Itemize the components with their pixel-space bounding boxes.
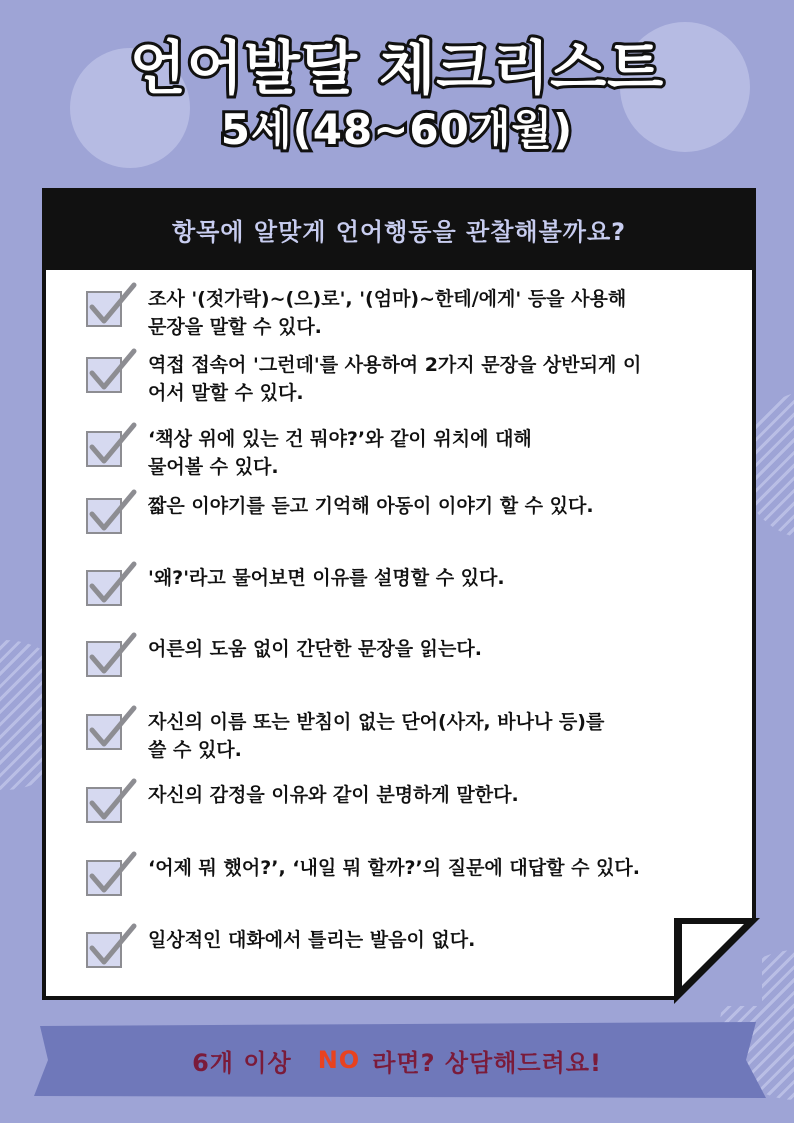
checklist-item-text xyxy=(148,285,728,341)
checklist-item-text xyxy=(148,564,728,592)
page-title: 언어발달 체크리스트 xyxy=(129,34,665,102)
checklist-item-text xyxy=(148,635,728,663)
checkbox-checked-icon[interactable] xyxy=(84,631,136,681)
banner-prefix: 6개 이상 xyxy=(192,1048,292,1077)
item-line-1: ‘책상 위에 있는 건 뭐야?’와 같이 위치에 대해 xyxy=(148,428,532,450)
checklist-item-text xyxy=(148,926,728,954)
checklist-header: 항목에 알맞게 언어행동을 관찰해볼까요? xyxy=(46,188,752,270)
item-line-1: 자신의 감정을 이유와 같이 분명하게 말한다. xyxy=(148,784,519,806)
checklist-item-text xyxy=(148,351,728,407)
banner-highlight: NO xyxy=(317,1046,361,1074)
checkbox-checked-icon[interactable] xyxy=(84,281,136,331)
checkbox-checked-icon[interactable] xyxy=(84,421,136,471)
checkbox-checked-icon[interactable] xyxy=(84,488,136,538)
item-line-1: ‘어제 뭐 했어?’, ‘내일 뭐 할까?’의 질문에 대답할 수 있다. xyxy=(148,857,640,879)
checklist-card-body xyxy=(46,188,752,996)
item-line-2: 어서 말할 수 있다. xyxy=(148,382,304,404)
item-line-1: 짧은 이야기를 듣고 기억해 아동이 이야기 할 수 있다. xyxy=(148,495,594,517)
checkbox-checked-icon[interactable] xyxy=(84,704,136,754)
item-line-1: 역접 접속어 '그런데'를 사용하여 2가지 문장을 상반되게 이 xyxy=(148,354,642,376)
checkbox-checked-icon[interactable] xyxy=(84,777,136,827)
item-line-1: 자신의 이름 또는 받침이 없는 단어(사자, 바나나 등)를 xyxy=(148,711,605,733)
footer-banner xyxy=(26,1020,768,1100)
item-line-1: 어른의 도움 없이 간단한 문장을 읽는다. xyxy=(148,638,482,660)
item-line-1: 조사 '(젓가락)~(으)로', '(엄마)~한테/에게' 등을 사용해 xyxy=(148,288,627,310)
checkbox-checked-icon[interactable] xyxy=(84,347,136,397)
item-line-1: '왜?'라고 물어보면 이유를 설명할 수 있다. xyxy=(148,567,505,589)
page-curl-decoration xyxy=(674,918,762,1006)
checklist-item-text xyxy=(148,854,728,882)
banner-text xyxy=(26,1020,768,1100)
item-line-1: 일상적인 대화에서 틀리는 발음이 없다. xyxy=(148,929,476,951)
checklist-item-text xyxy=(148,425,728,481)
banner-suffix: 라면? 상담해드려요! xyxy=(372,1048,602,1077)
item-line-2: 쓸 수 있다. xyxy=(148,739,242,761)
checkbox-checked-icon[interactable] xyxy=(84,560,136,610)
checklist-card xyxy=(42,188,756,1000)
checklist-item-text xyxy=(148,492,728,520)
checklist-item-text xyxy=(148,781,728,809)
checkbox-checked-icon[interactable] xyxy=(84,850,136,900)
checklist-item-text xyxy=(148,708,728,764)
checkbox-checked-icon[interactable] xyxy=(84,922,136,972)
item-line-2: 문장을 말할 수 있다. xyxy=(148,316,322,338)
page-subtitle: 5세(48~60개월) xyxy=(220,105,574,154)
item-line-2: 물어볼 수 있다. xyxy=(148,456,279,478)
